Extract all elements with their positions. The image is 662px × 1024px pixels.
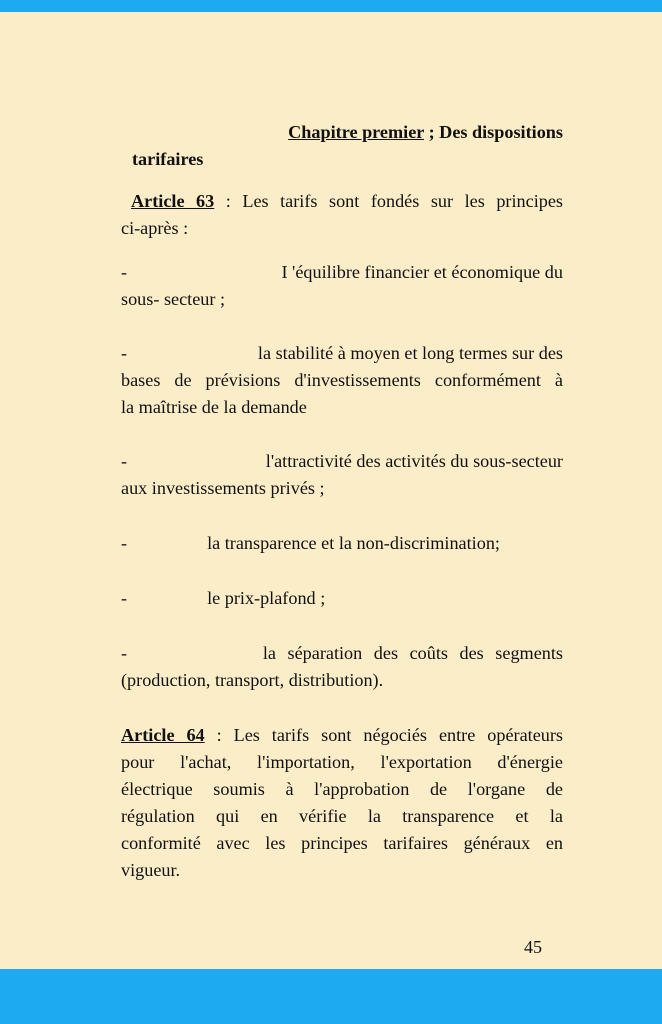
article-64 [121,722,563,884]
list-item [121,259,563,313]
list-item [121,640,563,694]
article-64-line4: régulation qui en vérifie la transparence et la [121,806,563,826]
list-item-line2: bases de prévisions d'investissements conformément à [121,370,563,390]
list-item-line1 [121,340,563,367]
page-number: 45 [524,937,542,957]
list-item-text: I 'équilibre financier et économique du [281,262,563,282]
list-item-line2: aux investissements privés ; [121,478,325,498]
article-63-intro [121,188,563,242]
list-item-text: la séparation des coûts des segments [262,643,563,663]
article-64-label: Article 64 [121,725,205,745]
list-dash: - [121,643,128,663]
article-64-line5: conformité avec les principes tarifaires généraux en [121,833,563,853]
article-63-intro-line2: ci-après : [121,218,189,238]
chapter-title-underlined: Chapitre premier [288,122,425,142]
article-64-line1 [121,722,563,749]
list-dash: - [121,262,128,282]
list-item-text: la transparence et la non-discrimination; [207,533,500,553]
list-item-line3: la maîtrise de la demande [121,397,307,417]
list-item-line1 [121,259,563,286]
document-page [121,119,564,880]
list-item-line1 [121,640,563,667]
article-64-line6: vigueur. [121,860,181,880]
chapter-title-rest: ; Des dispositions [424,122,563,142]
list-dash: - [121,588,128,608]
article-64-line2: pour l'achat, l'importation, l'exportation d'énergie [121,752,563,772]
list-item-line1 [121,585,563,612]
list-item [121,585,563,612]
top-blue-bar [0,0,662,12]
list-item-line2: sous- secteur ; [121,289,226,309]
list-item [121,530,563,557]
chapter-heading [121,119,563,173]
list-dash: - [121,451,128,471]
list-item-line1 [121,530,563,557]
article-63-intro-text: : Les tarifs sont fondés sur les principes [214,191,564,211]
article-64-line3: électrique soumis à l'approbation de l'organe de [121,779,563,799]
list-item-line1 [121,448,563,475]
list-item-text: le prix-plafond ; [207,588,326,608]
chapter-heading-line2: tarifaires [132,149,204,169]
bottom-blue-bar [0,969,662,1024]
article-64-text: : Les tarifs sont négociés entre opérateurs [204,725,563,745]
list-dash: - [121,533,128,553]
article-63-intro-line1 [121,188,563,215]
list-item [121,448,563,502]
list-item-line2: (production, transport, distribution). [121,670,384,690]
list-item-text: l'attractivité des activités du sous-secteur [265,451,563,471]
list-item [121,340,563,421]
list-item-text: la stabilité à moyen et long termes sur des [257,343,563,363]
article-63-label: Article 63 [131,191,215,211]
chapter-heading-line1 [121,119,563,146]
list-dash: - [121,343,128,363]
